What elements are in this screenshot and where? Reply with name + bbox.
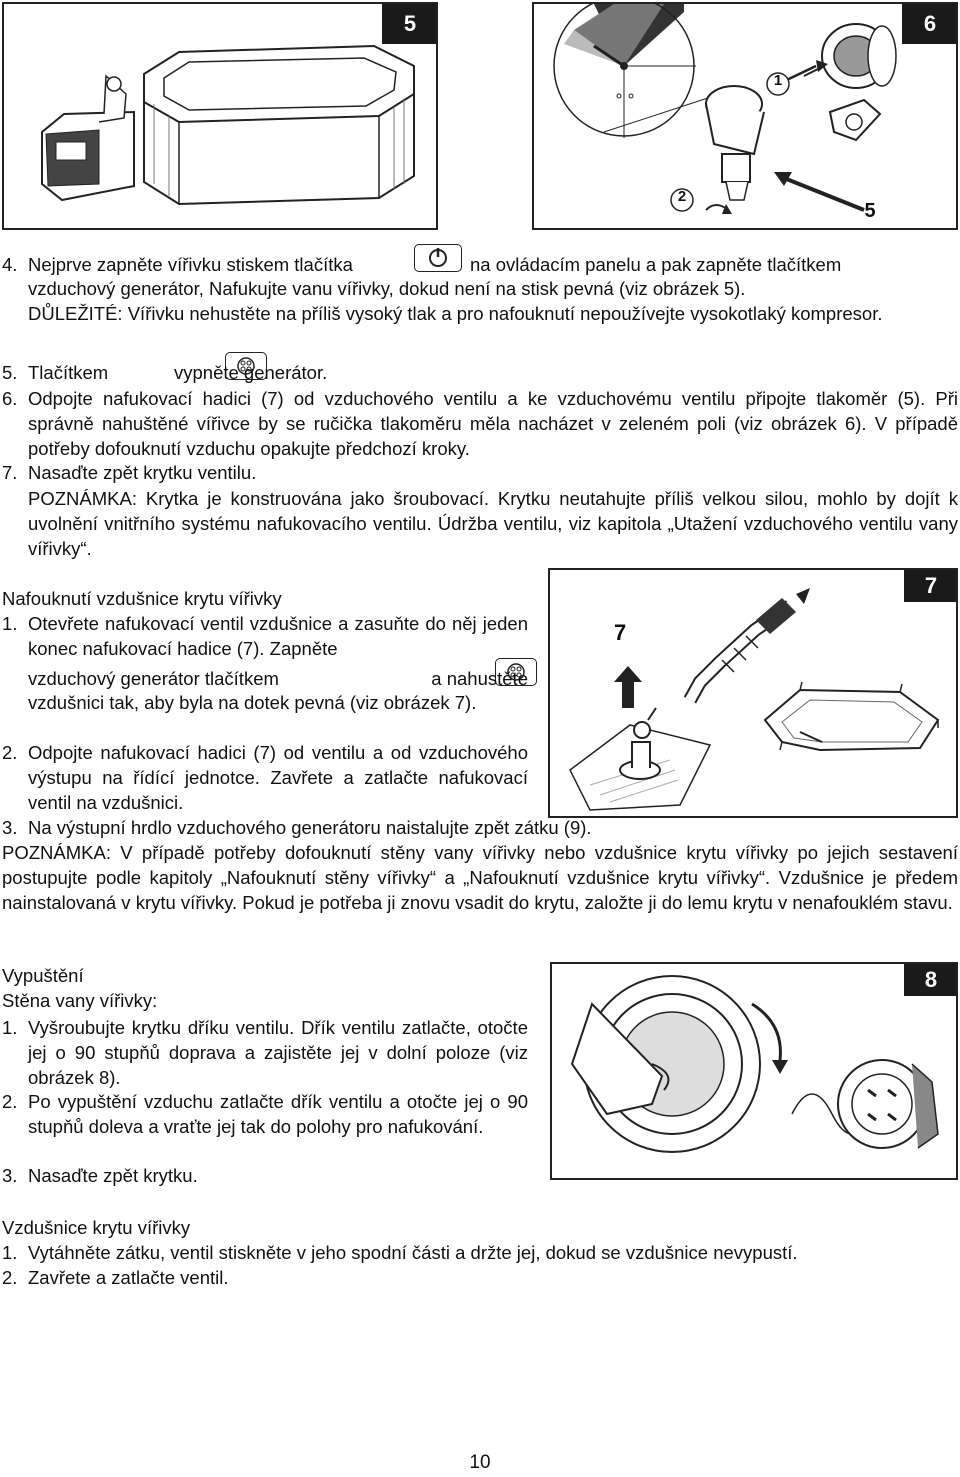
step-6-number: 6.	[2, 388, 18, 409]
hot-tub-illustration	[4, 4, 438, 230]
figure-5-label: 5	[382, 4, 438, 44]
cover-deflation-heading: Vzdušnice krytu vířivky	[2, 1217, 191, 1238]
cover-step-1-text-c: a nahustěte	[431, 668, 528, 689]
tub-wall-subheading: Stěna vany vířivky:	[2, 990, 158, 1011]
figure-7-label: 7	[904, 570, 958, 602]
figure-5	[2, 2, 438, 230]
figure-6	[532, 2, 958, 230]
cover-step-1-text-d: vzdušnici tak, aby byla na dotek pevná (viz obrázek 7).	[28, 692, 477, 713]
cover-step-1-text-a: Otevřete nafukovací ventil vzdušnice a zasuňte do něj jeden konec nafukovací hadice (7). Zapněte	[28, 613, 528, 659]
cover-deflate-step-1-number: 1.	[2, 1242, 18, 1263]
cover-step-2-number: 2.	[2, 742, 18, 763]
figure-8-label: 8	[904, 964, 958, 996]
step-6-text: Odpojte nafukovací hadici (7) od vzduchového ventilu a ke vzduchovému ventilu připojte tlakoměr (5). Při správně nahuštěné vířivce by se ručička tlakoměru měla nacházet v zeleném poli (viz obrázek 6). V případě potřeby dofouknutí vzduchu opakujte předchozí kroky.	[28, 388, 958, 459]
figure-8	[550, 962, 958, 1180]
cover-deflate-step-2-text: Zavřete a zatlačte ventil.	[28, 1267, 229, 1288]
cover-deflate-step-2-number: 2.	[2, 1267, 18, 1288]
figure-6-callout-2: 2	[677, 188, 687, 205]
deflate-step-2-number: 2.	[2, 1091, 18, 1112]
step-4-text-b: na ovládacím panelu a pak zapněte tlačítkem	[470, 254, 842, 275]
step-5-text-b: vypněte generátor.	[174, 362, 328, 383]
step-4-text-a: Nejprve zapněte vířivku stiskem tlačítka	[28, 254, 353, 275]
cover-note: POZNÁMKA: V případě potřeby dofouknutí stěny vany vířivky nebo vzdušnice krytu vířivky po jejich sestavení postupujte podle kapitoly „Nafouknutí stěny vířivky“ a „Nafouknutí vzdušnice krytu vířivky“. Vzdušnice je předem nainstalovaná v krytu vířivky. Pokud je potřeba ji znovu vsadit do krytu, založte ji do lemu krytu v nenafouklém stavu.	[2, 842, 958, 913]
pressure-gauge-illustration	[534, 4, 958, 230]
deflate-step-2-text: Po vypuštění vzduchu zatlačte dřík ventilu a otočte jej o 90 stupňů doleva a vraťte jej tak do polohy pro nafukování.	[28, 1091, 528, 1137]
cover-step-1-number: 1.	[2, 613, 18, 634]
step-4-text-c: vzduchový generátor, Nafukujte vanu vířivky, dokud není na stisk pevná (viz obrázek 5).	[28, 278, 746, 299]
figure-6-callout-1: 1	[773, 72, 783, 89]
page-number: 10	[469, 1452, 491, 1473]
step-7-number: 7.	[2, 462, 18, 483]
figure-7-callout: 7	[614, 620, 627, 645]
figure-7	[548, 568, 958, 818]
cover-air-bladder-illustration	[550, 570, 958, 818]
figure-6-label: 6	[902, 4, 958, 44]
cover-deflate-step-1-text: Vytáhněte zátku, ventil stiskněte v jeho spodní části a držte jej, dokud se vzdušnice nevypustí.	[28, 1242, 798, 1263]
deflate-step-3-text: Nasaďte zpět krytku.	[28, 1165, 198, 1186]
cover-step-2-text: Odpojte nafukovací hadici (7) od ventilu a od vzduchového výstupu na řídící jednotce. Zavřete a zatlačte nafukovací ventil na vzdušnici.	[28, 742, 528, 813]
cover-inflation-heading: Nafouknutí vzdušnice krytu vířivky	[2, 588, 282, 609]
deflate-step-3-number: 3.	[2, 1165, 18, 1186]
step-5-number: 5.	[2, 362, 18, 383]
cover-step-3-text: Na výstupní hrdlo vzduchového generátoru naistalujte zpět zátku (9).	[28, 817, 592, 838]
deflate-step-1-text: Vyšroubujte krytku dříku ventilu. Dřík ventilu zatlačte, otočte jej o 90 stupňů doprava a zajistěte jej v dolní poloze (viz obrázek 8).	[28, 1017, 528, 1088]
deflation-heading: Vypuštění	[2, 965, 84, 986]
step-7-text: Nasaďte zpět krytku ventilu.	[28, 462, 257, 483]
deflate-step-1-number: 1.	[2, 1017, 18, 1038]
power-button-icon	[414, 244, 462, 272]
valve-turn-illustration	[552, 964, 958, 1180]
important-note: DŮLEŽITÉ: Vířivku nehustěte na příliš vysoký tlak a pro nafouknutí nepoužívejte vysokotlaký kompresor.	[28, 303, 883, 324]
figure-6-callout-5: 5	[864, 200, 876, 222]
cover-step-3-number: 3.	[2, 817, 18, 838]
step-5-text-a: Tlačítkem	[28, 362, 109, 383]
cover-step-1-text-b: vzduchový generátor tlačítkem	[28, 668, 279, 689]
step-4-number: 4.	[2, 254, 18, 275]
screw-cap-note: POZNÁMKA: Krytka je konstruována jako šroubovací. Krytku neutahujte příliš velkou silou, mohlo by dojít k uvolnění vnitřního systému nafukovacího ventilu. Údržba ventilu, viz kapitola „Utažení vzduchového ventilu vany vířivky“.	[28, 488, 958, 559]
